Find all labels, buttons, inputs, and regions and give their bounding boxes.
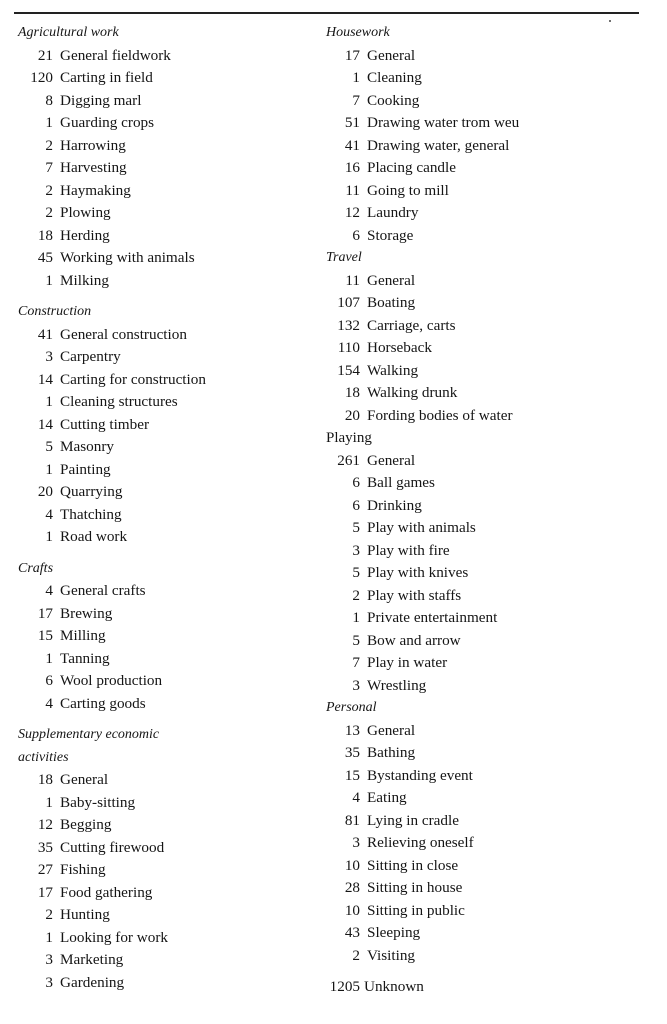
item-count: 81 (344, 811, 360, 829)
item-count: 10 (344, 856, 360, 874)
item-label: Cooking (367, 91, 420, 109)
item-count: 3 (45, 951, 53, 968)
item-label: Harvesting (60, 159, 127, 176)
list-item (18, 225, 318, 248)
section-title: Playing (326, 430, 372, 446)
item-count: 17 (37, 604, 53, 622)
item-label: Drawing water, general (367, 136, 510, 154)
list-item (326, 360, 646, 383)
item-count: 12 (37, 816, 53, 833)
list-item (326, 540, 646, 563)
list-item (326, 787, 646, 810)
item-count: 1 (45, 649, 53, 667)
item-label: Fording bodies of water (367, 406, 513, 424)
item-count: 4 (45, 694, 53, 712)
item-count: 1 (352, 609, 360, 626)
list-item (326, 855, 646, 878)
item-label: Painting (60, 460, 111, 478)
item-label: Marketing (60, 951, 124, 968)
item-count: 6 (45, 672, 53, 689)
item-label: Tanning (60, 649, 110, 667)
item-label: Play with animals (367, 519, 476, 536)
right-column (326, 22, 646, 999)
item-label: Eating (367, 789, 407, 806)
item-label: General crafts (60, 582, 146, 599)
item-label: Fishing (60, 861, 106, 878)
item-label: Plowing (60, 204, 111, 221)
item-label: Masonry (60, 438, 114, 455)
item-label: Hunting (60, 906, 110, 923)
item-label: Bathing (367, 744, 416, 761)
list-item (18, 112, 318, 135)
list-item (18, 693, 318, 716)
item-label: General (367, 721, 416, 739)
item-count: 154 (337, 361, 360, 379)
item-count: 6 (352, 496, 360, 514)
item-label: Relieving oneself (367, 834, 474, 851)
item-count: 41 (344, 136, 360, 154)
item-count: 3 (352, 541, 360, 559)
item-label: Milling (60, 627, 106, 644)
item-count: 16 (344, 159, 360, 176)
list-item (326, 472, 646, 495)
item-count: 35 (344, 744, 360, 761)
list-item (18, 792, 318, 815)
section-crafts (18, 558, 318, 716)
list-item (18, 859, 318, 882)
item-label: Carting goods (60, 694, 146, 712)
item-count: 1 (45, 460, 53, 478)
section-title: Construction (18, 304, 92, 319)
section-title: Agricultural work (18, 25, 119, 40)
item-count: 7 (45, 159, 53, 176)
list-item (18, 135, 318, 158)
list-item (326, 877, 646, 900)
unknown-total-row (326, 976, 646, 999)
item-count: 261 (337, 451, 360, 469)
item-label: Horseback (367, 339, 432, 356)
list-item (326, 495, 646, 518)
item-count: 20 (37, 483, 53, 500)
list-item (326, 517, 646, 540)
item-count: 27 (37, 861, 53, 878)
list-item (18, 949, 318, 972)
list-item (326, 337, 646, 360)
item-label: Drawing water trom weu (367, 114, 520, 131)
item-label: Play with knives (367, 564, 469, 581)
item-label: General (60, 771, 109, 788)
item-label: Herding (60, 226, 110, 244)
list-item (326, 405, 646, 428)
item-count: 3 (45, 348, 53, 365)
list-item (18, 180, 318, 203)
list-item (18, 504, 318, 527)
item-label: Guarding crops (60, 114, 155, 131)
list-item (18, 882, 318, 905)
item-label: Drinking (367, 496, 422, 514)
list-item (18, 90, 318, 113)
item-count: 7 (352, 91, 360, 109)
item-label: Carriage, carts (367, 316, 456, 334)
item-count: 15 (37, 627, 53, 644)
list-item (18, 270, 318, 293)
list-item (18, 603, 318, 626)
item-label: General fieldwork (60, 46, 171, 64)
item-label: General (367, 46, 416, 64)
item-count: 2 (352, 946, 360, 964)
list-item (326, 90, 646, 113)
item-count: 1 (45, 271, 53, 289)
list-item (326, 180, 646, 203)
list-item (326, 450, 646, 473)
item-count: 2 (352, 586, 360, 604)
item-count: 10 (344, 901, 360, 919)
item-label: Brewing (60, 604, 113, 622)
section-gap (18, 715, 318, 724)
list-item (326, 315, 646, 338)
item-label: Walking drunk (367, 384, 458, 401)
item-count: 14 (37, 370, 53, 388)
item-label: Unknown (364, 978, 424, 995)
item-label: Private entertainment (367, 609, 498, 626)
item-label: Road work (60, 528, 128, 545)
item-label: Cleaning structures (60, 393, 178, 410)
list-item (18, 157, 318, 180)
list-item (18, 927, 318, 950)
item-count: 28 (344, 879, 360, 896)
list-item (18, 324, 318, 347)
item-count: 1 (45, 793, 53, 811)
list-item (326, 45, 646, 68)
item-count: 4 (352, 789, 360, 806)
item-count: 13 (344, 721, 360, 739)
list-item (326, 720, 646, 743)
item-count: 3 (352, 834, 360, 851)
item-count: 41 (37, 325, 53, 343)
item-label: Quarrying (60, 483, 123, 500)
section-title: Travel (326, 250, 362, 265)
item-count: 43 (344, 924, 360, 941)
item-count: 7 (352, 654, 360, 671)
list-item (18, 45, 318, 68)
section-gap (18, 549, 318, 558)
item-label: Sleeping (367, 924, 421, 941)
item-count: 21 (37, 46, 53, 64)
item-count: 3 (352, 676, 360, 694)
item-label: General (367, 451, 416, 469)
list-item (326, 832, 646, 855)
item-count: 120 (30, 69, 53, 86)
item-count: 45 (37, 249, 53, 266)
list-item (18, 972, 318, 995)
item-count: 5 (45, 438, 53, 455)
section-title: Personal (326, 700, 377, 715)
list-item (18, 247, 318, 270)
list-item (18, 904, 318, 927)
list-item (18, 369, 318, 392)
list-item (18, 481, 318, 504)
list-item (326, 292, 646, 315)
item-label: Haymaking (60, 181, 131, 199)
item-label: Play with staffs (367, 586, 462, 604)
item-label: Carting in field (60, 69, 153, 86)
list-item (18, 670, 318, 693)
item-count: 2 (45, 181, 53, 199)
list-item (18, 580, 318, 603)
section-title: Supplementary economic (18, 727, 160, 742)
item-label: Wool production (60, 672, 163, 689)
item-count: 1 (45, 114, 53, 131)
item-label: Sitting in house (367, 879, 463, 896)
item-label: Begging (60, 816, 112, 833)
item-label: Gardening (60, 973, 125, 991)
item-count: 107 (337, 294, 360, 311)
list-item (326, 922, 646, 945)
list-item (326, 900, 646, 923)
section-playing (326, 427, 646, 697)
item-label: Sitting in close (367, 856, 459, 874)
list-item (18, 67, 318, 90)
list-item (326, 630, 646, 653)
item-count: 17 (344, 46, 360, 64)
item-label: Visiting (367, 946, 416, 964)
list-item (18, 769, 318, 792)
item-count: 14 (37, 415, 53, 433)
item-label: Food gathering (60, 883, 153, 901)
item-label: Going to mill (367, 181, 449, 199)
item-count: 51 (344, 114, 360, 131)
item-count: 1 (45, 528, 53, 545)
item-label: Digging marl (60, 91, 142, 109)
item-count: 2 (45, 906, 53, 923)
item-count: 12 (344, 204, 360, 221)
item-count: 18 (344, 384, 360, 401)
list-item (326, 202, 646, 225)
item-count: 18 (37, 771, 53, 788)
item-count: 18 (37, 226, 53, 244)
item-count: 17 (37, 883, 53, 901)
section-travel (326, 247, 646, 427)
list-item (326, 67, 646, 90)
list-item (326, 585, 646, 608)
item-label: Baby-sitting (60, 793, 136, 811)
item-count: 1 (45, 928, 53, 946)
list-item (326, 225, 646, 248)
item-count: 1205 (329, 978, 360, 995)
item-count: 1 (352, 69, 360, 86)
section-agricultural-work (18, 22, 318, 292)
item-count: 5 (352, 564, 360, 581)
list-item (326, 382, 646, 405)
item-count: 6 (352, 474, 360, 491)
list-item (18, 526, 318, 549)
item-label: General construction (60, 325, 187, 343)
list-item (18, 202, 318, 225)
top-rule (14, 12, 639, 14)
list-item (326, 945, 646, 968)
item-label: Placing candle (367, 159, 456, 176)
list-item (326, 157, 646, 180)
item-count: 2 (45, 136, 53, 154)
item-label: Laundry (367, 204, 419, 221)
item-label: Cutting firewood (60, 838, 165, 856)
item-count: 8 (45, 91, 53, 109)
section-supplementary-economic-activities (18, 724, 318, 994)
section-title-continued: activities (18, 749, 69, 765)
list-item (18, 814, 318, 837)
item-count: 5 (352, 519, 360, 536)
section-title: Crafts (18, 560, 54, 576)
list-item (326, 742, 646, 765)
item-count: 4 (45, 582, 53, 599)
item-label: Looking for work (60, 928, 168, 946)
list-item (18, 436, 318, 459)
list-item (18, 459, 318, 482)
list-item (326, 810, 646, 833)
item-label: Wrestling (367, 676, 427, 694)
item-label: Play with fire (367, 541, 450, 559)
item-count: 5 (352, 631, 360, 649)
item-label: General (367, 271, 416, 289)
item-label: Working with animals (60, 249, 195, 266)
item-label: Sitting in public (367, 901, 465, 919)
list-item (18, 414, 318, 437)
list-item (18, 837, 318, 860)
section-housework (326, 22, 646, 247)
item-count: 20 (344, 406, 360, 424)
item-label: Ball games (367, 474, 435, 491)
list-item (18, 346, 318, 369)
item-label: Lying in cradle (367, 811, 459, 829)
list-item (326, 675, 646, 698)
section-gap (326, 967, 646, 976)
list-item (18, 648, 318, 671)
section-personal (326, 697, 646, 967)
list-item (18, 391, 318, 414)
list-item (326, 562, 646, 585)
list-item (326, 652, 646, 675)
section-gap (18, 292, 318, 301)
item-count: 2 (45, 204, 53, 221)
item-count: 6 (352, 226, 360, 244)
item-label: Cleaning (367, 69, 422, 86)
list-item (326, 607, 646, 630)
list-item (326, 270, 646, 293)
item-label: Play in water (367, 654, 448, 671)
item-label: Harrowing (60, 136, 126, 154)
item-label: Milking (60, 271, 109, 289)
left-column (18, 22, 318, 994)
item-count: 35 (37, 838, 53, 856)
item-count: 110 (337, 339, 360, 356)
item-label: Bystanding event (367, 766, 473, 784)
item-count: 1 (45, 393, 53, 410)
item-label: Walking (367, 361, 419, 379)
item-label: Thatching (60, 505, 122, 523)
list-item (326, 765, 646, 788)
item-label: Storage (367, 226, 414, 244)
section-title: Housework (326, 25, 390, 40)
item-count: 15 (344, 766, 360, 784)
section-construction (18, 301, 318, 549)
item-count: 132 (337, 316, 360, 334)
item-label: Carting for construction (60, 370, 206, 388)
list-item (326, 112, 646, 135)
item-label: Boating (367, 294, 416, 311)
item-count: 11 (345, 271, 360, 289)
list-item (326, 135, 646, 158)
item-count: 3 (45, 973, 53, 991)
item-count: 11 (345, 181, 360, 199)
item-label: Carpentry (60, 348, 121, 365)
list-item (18, 625, 318, 648)
item-label: Bow and arrow (367, 631, 461, 649)
item-label: Cutting timber (60, 415, 150, 433)
item-count: 4 (45, 505, 53, 523)
